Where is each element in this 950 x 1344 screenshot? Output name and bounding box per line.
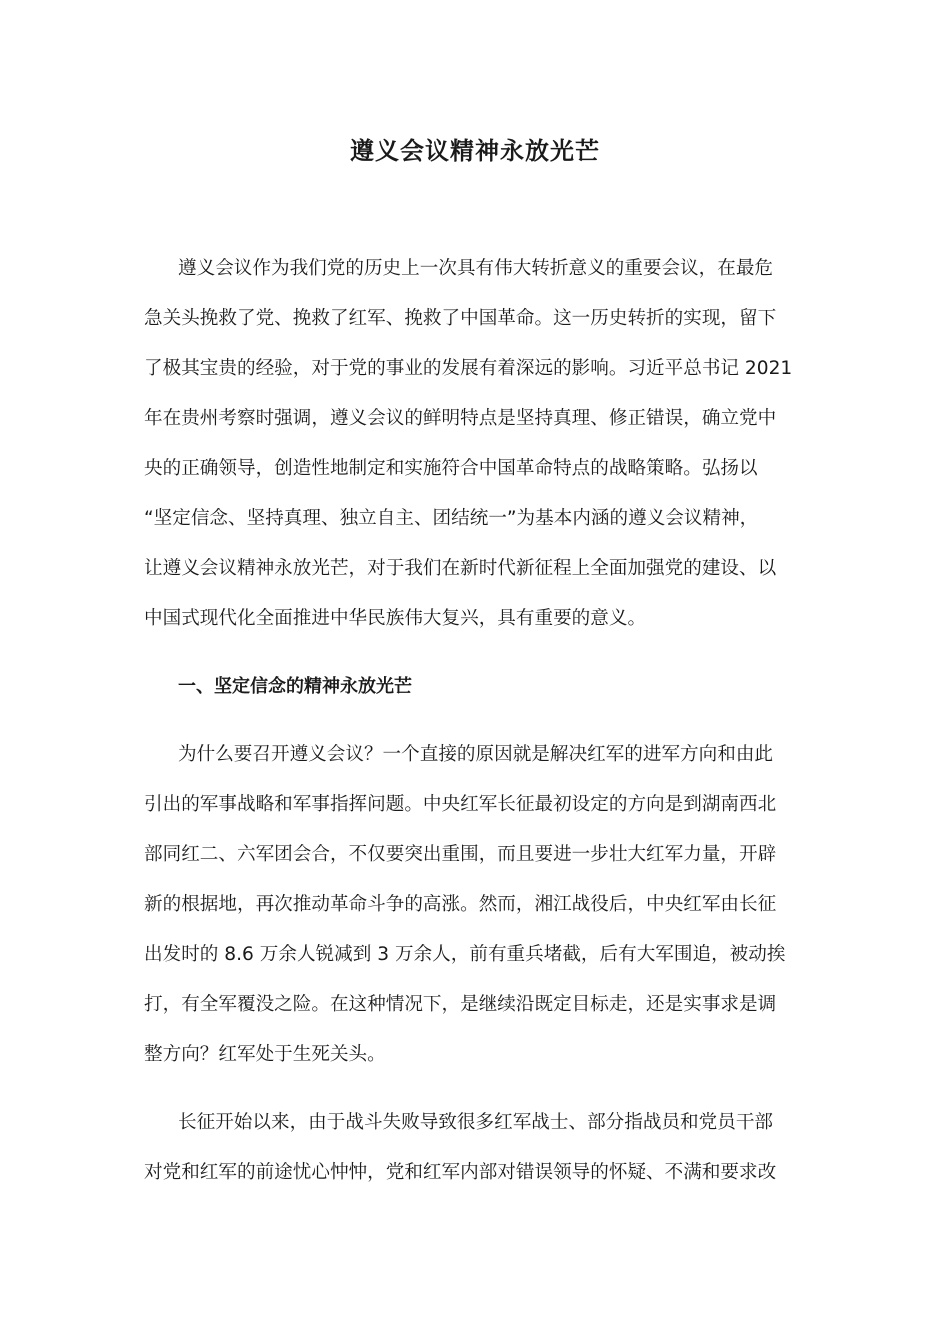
section-heading: 一、坚定信念的精神永放光芒: [178, 676, 412, 697]
paragraph-1-line-5: 央的正确领导，创造性地制定和实施符合中国革命特点的战略策略。弘扬以: [144, 458, 758, 479]
paragraph-2-line-1: 为什么要召开遵义会议？一个直接的原因就是解决红军的进军方向和由此: [178, 744, 774, 765]
paragraph-1-line-8: 中国式现代化全面推进中华民族伟大复兴，具有重要的意义。: [144, 608, 647, 629]
paragraph-2-line-7: 整方向？红军处于生死关头。: [144, 1044, 386, 1065]
paragraph-3-line-1: 长征开始以来，由于战斗失败导致很多红军战士、部分指战员和党员干部: [178, 1112, 774, 1133]
paragraph-1-line-6: “坚定信念、坚持真理、独立自主、团结统一”为基本内涵的遵义会议精神，: [144, 508, 759, 529]
paragraph-2-line-3: 部同红二、六军团会合，不仅要突出重围，而且要进一步壮大红军力量，开辟: [144, 844, 777, 865]
paragraph-2-line-5: 出发时的 8.6 万余人锐减到 3 万余人，前有重兵堵截，后有大军围追，被动挨: [144, 944, 786, 965]
paragraph-2-line-6: 打，有全军覆没之险。在这种情况下，是继续沿既定目标走，还是实事求是调: [144, 994, 777, 1015]
paragraph-1-line-7: 让遵义会议精神永放光芒，对于我们在新时代新征程上全面加强党的建设、以: [144, 558, 777, 579]
paragraph-2-line-2: 引出的军事战略和军事指挥问题。中央红军长征最初设定的方向是到湖南西北: [144, 794, 777, 815]
paragraph-1-line-3: 了极其宝贵的经验，对于党的事业的发展有着深远的影响。习近平总书记 2021: [144, 358, 793, 379]
paragraph-3-line-2: 对党和红军的前途忧心忡忡，党和红军内部对错误领导的怀疑、不满和要求改: [144, 1162, 777, 1183]
document-title: 遵义会议精神永放光芒: [350, 137, 600, 165]
paragraph-1-line-1: 遵义会议作为我们党的历史上一次具有伟大转折意义的重要会议，在最危: [178, 258, 774, 279]
paragraph-2-line-4: 新的根据地，再次推动革命斗争的高涨。然而，湘江战役后，中央红军由长征: [144, 894, 777, 915]
paragraph-1-line-2: 急关头挽救了党、挽救了红军、挽救了中国革命。这一历史转折的实现，留下: [144, 308, 777, 329]
paragraph-1-line-4: 年在贵州考察时强调，遵义会议的鲜明特点是坚持真理、修正错误，确立党中: [144, 408, 777, 429]
